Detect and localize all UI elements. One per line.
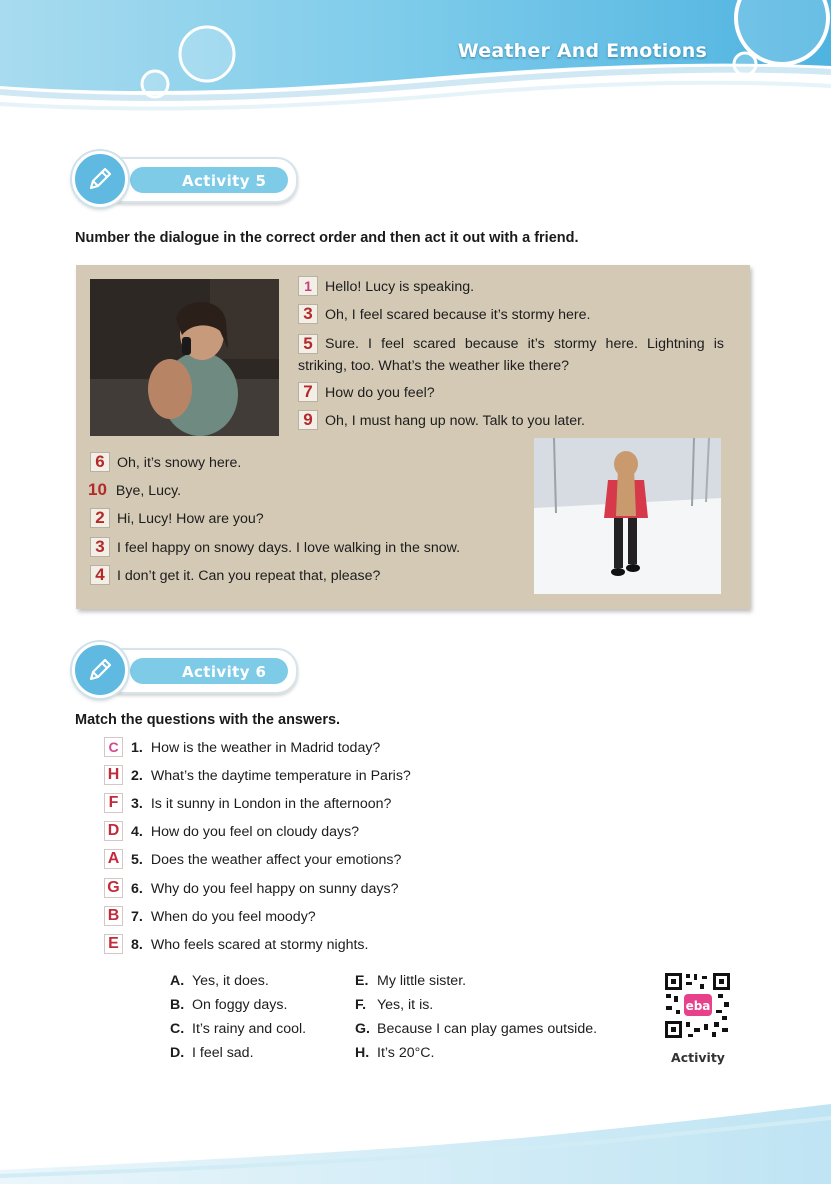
answer-option: D. I feel sad.	[170, 1045, 254, 1061]
dialogue-number: 7	[298, 382, 318, 402]
scared-woman-photo	[90, 279, 279, 436]
answer-box: B	[104, 906, 123, 926]
answer-option: E. My little sister.	[355, 973, 467, 989]
answer-option: F. Yes, it is.	[355, 997, 434, 1013]
pencil-icon	[72, 642, 128, 698]
dialogue-line: 5 Sure. I feel scared because it’s stormy here. Lightning is striking, too. What’s the weather like there?	[298, 334, 724, 374]
qr-logo: eba	[685, 999, 711, 1013]
page-header	[0, 0, 831, 120]
activity-5-label: Activity 5	[182, 172, 267, 190]
page-title: Weather And Emotions	[457, 40, 707, 62]
question-row: A 5. Does the weather affect your emotions?	[104, 849, 401, 871]
question-row: D 4. How do you feel on cloudy days?	[104, 821, 359, 843]
activity-6-instruction: Match the questions with the answers.	[75, 712, 341, 728]
question-row: H 2. What’s the daytime temperature in Paris?	[104, 765, 411, 787]
dialogue-number: 4	[90, 565, 110, 585]
dialogue-line: 6 Oh, it’s snowy here.	[90, 452, 241, 474]
dialogue-number: 3	[298, 304, 318, 324]
answer-option: G. Because I can play games outside.	[355, 1021, 598, 1037]
question-row: G 6. Why do you feel happy on sunny days?	[104, 878, 399, 900]
dialogue-line: 7 How do you feel?	[298, 382, 435, 404]
answer-box: D	[104, 821, 123, 841]
qr-code-icon[interactable]	[664, 972, 731, 1039]
question-row: F 3. Is it sunny in London in the afternoon?	[104, 793, 391, 815]
activity-5-pill	[102, 157, 298, 203]
dialogue-number: 2	[90, 508, 110, 528]
dialogue-line: 3 I feel happy on snowy days. I love walking in the snow.	[90, 537, 460, 559]
question-row: E 8. Who feels scared at stormy nights.	[104, 934, 368, 956]
dialogue-line: 2 Hi, Lucy! How are you?	[90, 508, 264, 530]
answer-box: G	[104, 878, 123, 898]
snowy-walk-photo	[534, 438, 721, 594]
question-row: B 7. When do you feel moody?	[104, 906, 316, 928]
answer-box: C	[104, 737, 123, 757]
answer-box: A	[104, 849, 123, 869]
activity-6-heading	[72, 642, 294, 698]
activity-6-pill	[102, 648, 298, 694]
answer-option: H. It’s 20°C.	[355, 1045, 435, 1061]
dialogue-line: 10 Bye, Lucy.	[88, 480, 182, 500]
answer-option: A. Yes, it does.	[170, 973, 269, 989]
answer-box: E	[104, 934, 123, 954]
dialogue-line: 3 Oh, I feel scared because it’s stormy here.	[298, 304, 590, 326]
dialogue-line: 4 I don’t get it. Can you repeat that, please?	[90, 565, 380, 587]
qr-caption: Activity	[671, 1050, 725, 1065]
activity-5-instruction: Number the dialogue in the correct order and then act it out with a friend.	[75, 230, 579, 246]
question-row: C 1. How is the weather in Madrid today?	[104, 737, 380, 759]
answer-box: F	[104, 793, 123, 813]
dialogue-line: 9 Oh, I must hang up now. Talk to you later.	[298, 410, 585, 432]
activity-5-heading	[72, 151, 294, 207]
answer-option: B. On foggy days.	[170, 997, 288, 1013]
activity-6-label: Activity 6	[182, 663, 267, 681]
dialogue-number: 3	[90, 537, 110, 557]
dialogue-number: 6	[90, 452, 110, 472]
dialogue-number: 1	[298, 276, 318, 296]
answer-option: C. It’s rainy and cool.	[170, 1021, 307, 1037]
dialogue-line: 1 Hello! Lucy is speaking.	[298, 276, 474, 298]
dialogue-number: 5	[298, 334, 318, 354]
pencil-icon	[72, 151, 128, 207]
dialogue-number: 10	[88, 480, 107, 500]
footer-wave-graphic	[0, 1080, 831, 1184]
answer-box: H	[104, 765, 123, 785]
dialogue-number: 9	[298, 410, 318, 430]
